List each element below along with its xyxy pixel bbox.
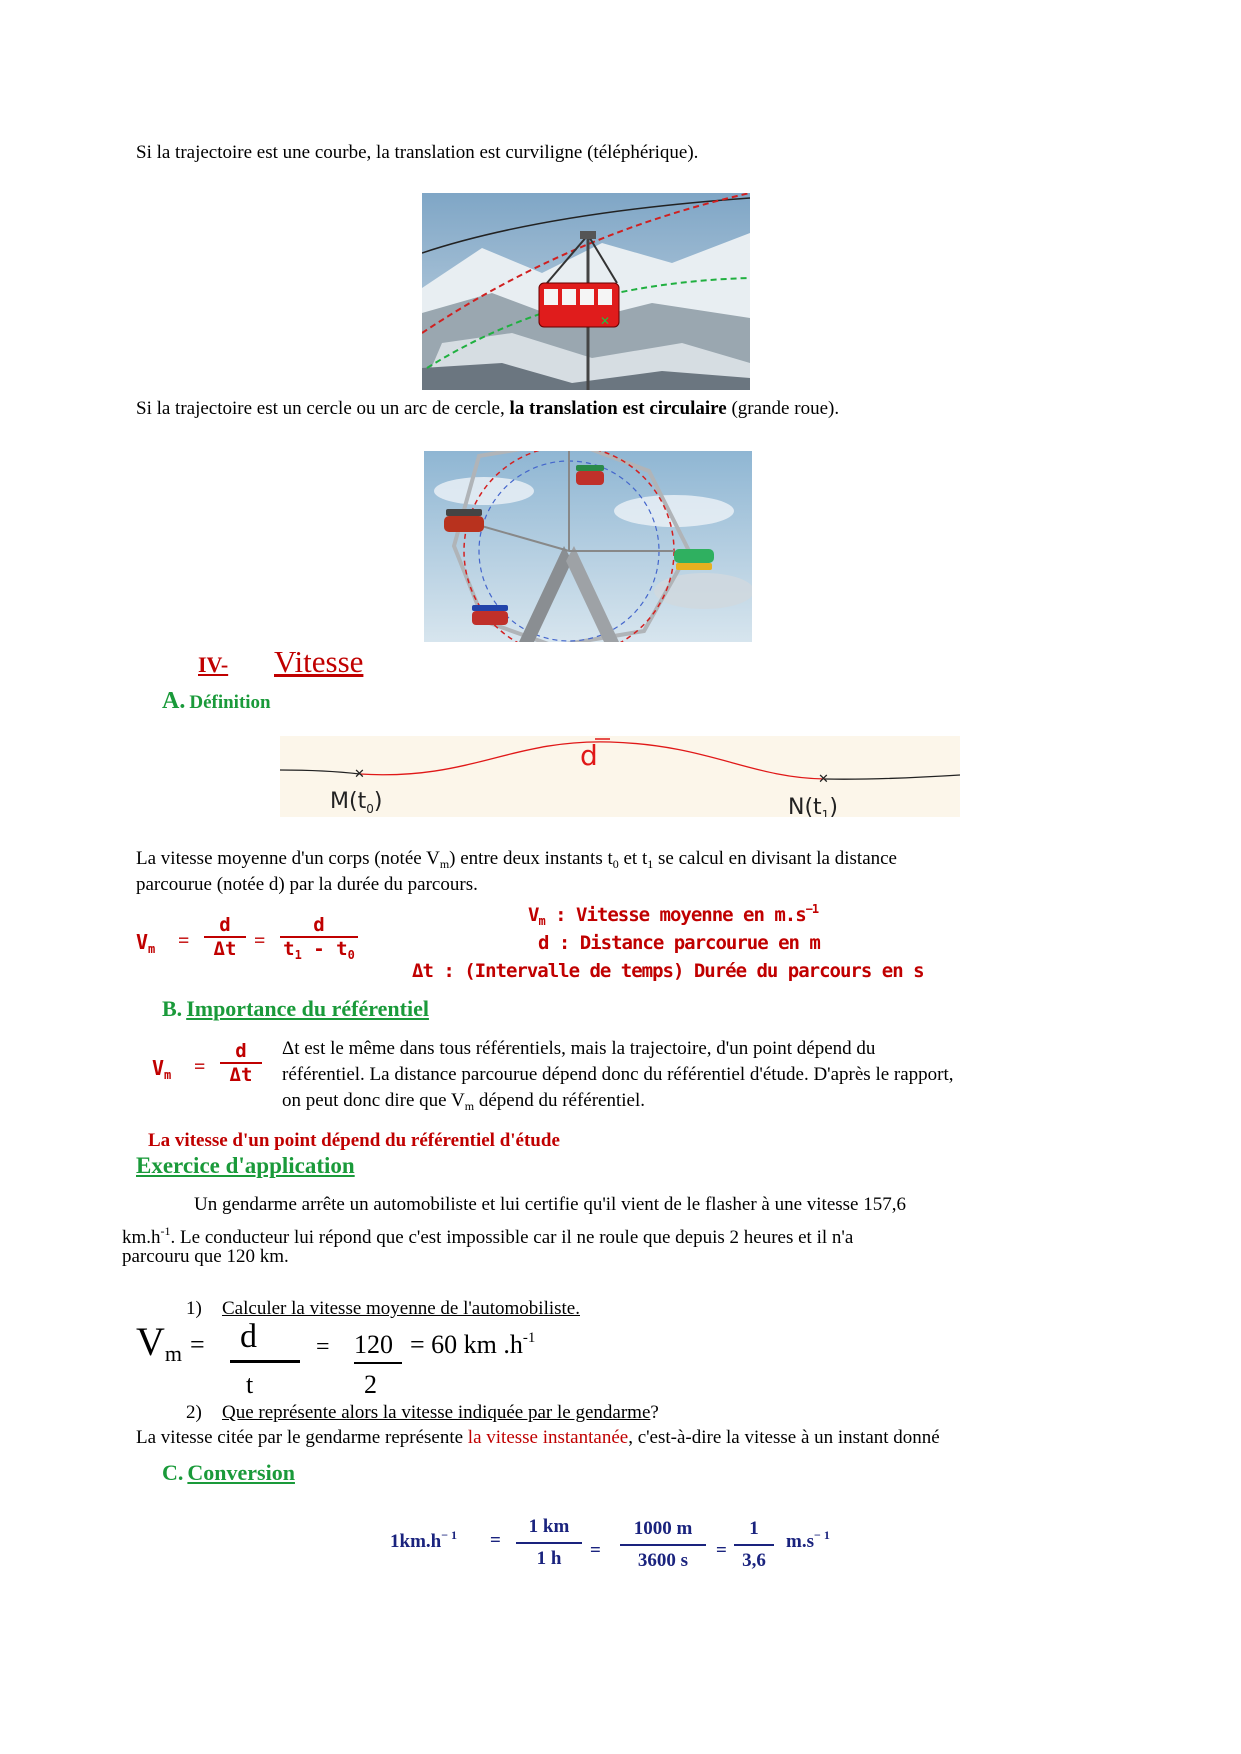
answer2-c: , c'est-à-dire la vitesse à un instant donné (628, 1427, 940, 1448)
f1-vm: V (136, 930, 149, 954)
answer1-120: 120 (354, 1330, 393, 1359)
ex-l2sup: -1 (160, 1224, 171, 1238)
paragraph-b-line3 (282, 1088, 645, 1119)
answer2-a: La vitesse citée par le gendarme représente (136, 1427, 468, 1448)
f1-t0: t (336, 938, 348, 960)
paragraph-b-line2: référentiel. La distance parcourue dépend donc du référentiel d'étude. D'après le rapport, (282, 1064, 954, 1085)
section-c-title: Conversion (187, 1460, 295, 1485)
question-2-number: 2) (186, 1402, 202, 1423)
m-sub: 0 (366, 802, 374, 816)
point-m-marker: ✕ (354, 767, 365, 782)
conv-lhs: 1km.h (390, 1531, 442, 1552)
formula2-fraction (220, 1040, 262, 1086)
answer1-result (410, 1330, 535, 1360)
section-c-heading (162, 1460, 295, 1486)
cable-car-image (422, 193, 750, 390)
question-2-mark: ? (650, 1402, 659, 1423)
section-b-heading (162, 996, 429, 1022)
section-number: IV- (198, 652, 229, 677)
answer1-bar2 (354, 1362, 402, 1364)
conv-f1-num: 1 km (528, 1516, 570, 1537)
answer1-eq1: = (190, 1330, 205, 1359)
conv-f3-num: 1 (749, 1518, 759, 1539)
legend-l1-sup: −1 (805, 902, 819, 916)
ferris-wheel-illustration (424, 451, 752, 642)
exercise-line1: Un gendarme arrête un automobiliste et lui certifie qu'il vient de le flasher à une vitesse 157,6 (194, 1194, 906, 1215)
def-s2: 0 (612, 857, 619, 871)
answer1-d: d (240, 1318, 257, 1355)
p2-after: (grande roue). (726, 398, 840, 419)
conversion-fraction3 (734, 1514, 774, 1576)
conversion-fraction1 (516, 1512, 582, 1574)
conversion-eq2: = (590, 1540, 601, 1561)
f1-num: d (219, 914, 231, 936)
pb-l3a: on peut donc dire que V (282, 1090, 465, 1111)
conversion-eq3: = (716, 1540, 727, 1561)
f1-num2: d (313, 914, 325, 936)
conv-f1-den: 1 h (516, 1542, 582, 1574)
p2-bold: la translation est circulaire (509, 398, 727, 419)
f1-vm-sub: m (148, 942, 156, 956)
m-close: ) (373, 789, 383, 814)
def-t2: ) entre deux instants t (449, 848, 613, 869)
a1-vm-sub: m (164, 1341, 183, 1366)
distance-label: d (580, 739, 598, 772)
question-1-number: 1) (186, 1298, 202, 1319)
paragraph-b-line1: Δt est le même dans tous référentiels, mais la trajectoire, d'un point dépend du (282, 1038, 876, 1059)
def-s3: 1 (647, 857, 654, 871)
answer1-2: 2 (364, 1370, 377, 1399)
question-2 (222, 1400, 659, 1426)
f1-t0-sub: 0 (347, 948, 355, 962)
legend-l1-text: : Vitesse moyenne en m.s (544, 904, 806, 926)
formula1-eq2: = (254, 930, 266, 952)
answer1-bar1 (230, 1360, 300, 1363)
ferris-wheel-image (424, 451, 752, 642)
point-n-marker: ✕ (818, 772, 829, 787)
f1-den2 (280, 936, 358, 962)
pb-l3sub: m (464, 1099, 475, 1113)
formula1-fraction2 (280, 914, 358, 962)
a1-result: = 60 km .h (410, 1330, 523, 1359)
section-b-title: Importance du référentiel (186, 996, 429, 1021)
point-m-label (330, 789, 382, 816)
point-n-label (788, 795, 838, 817)
f2-vm: V (152, 1056, 165, 1080)
f2-num: d (235, 1040, 247, 1062)
legend-line2: d : Distance parcourue en m (538, 932, 820, 954)
n-text: N(t (788, 795, 822, 817)
section-c-letter: C. (162, 1460, 184, 1485)
conv-lhs-sup: − 1 (441, 1528, 458, 1542)
a1-result-sup: -1 (522, 1330, 536, 1346)
legend-line3: Δt : (Intervalle de temps) Durée du parcours en s (412, 960, 924, 982)
paragraph-curviligne: Si la trajectoire est une courbe, la translation est curviligne (téléphérique). (136, 142, 699, 163)
formula1-eq1: = (178, 930, 190, 952)
svg-text:✕: ✕ (600, 314, 611, 328)
section-a-heading (162, 688, 271, 715)
section-a-letter: A. (162, 688, 186, 714)
cable-car-illustration (422, 193, 750, 390)
section-a-title: Définition (189, 692, 271, 713)
legend-vm-sub: m (538, 914, 545, 928)
f1-minus: - (313, 938, 325, 960)
def-t3: et t (618, 848, 648, 869)
answer1-eq2: = (316, 1334, 330, 1360)
conclusion-text: La vitesse d'un point dépend du référentiel d'étude (148, 1130, 560, 1151)
formula1-fraction1 (204, 914, 246, 960)
section-b-letter: B. (162, 996, 183, 1021)
paragraph-circulaire (136, 396, 839, 422)
p2-before: Si la trajectoire est un cercle ou un arc de cercle, (136, 398, 510, 419)
conv-unit-sup: − 1 (813, 1528, 830, 1542)
def-t1: La vitesse moyenne d'un corps (notée V (136, 848, 440, 869)
exercise-title: Exercice d'application (136, 1153, 355, 1178)
legend-vm: V (528, 904, 539, 926)
f2-vm-sub: m (164, 1068, 172, 1082)
def-s1: m (439, 857, 450, 871)
formula2-vm (152, 1056, 171, 1082)
answer1-vm (136, 1318, 182, 1367)
formula2-eq: = (194, 1056, 206, 1078)
formula-vm-label (136, 930, 155, 956)
conversion-unit (786, 1528, 830, 1553)
f1-den: Δt (204, 936, 246, 960)
conv-f2-den: 3600 s (620, 1544, 706, 1576)
f1-t1-sub: 1 (294, 948, 302, 962)
conv-unit: m.s (786, 1531, 814, 1552)
section-title-vitesse: Vitesse (274, 644, 364, 679)
pb-l3b: dépend du référentiel. (474, 1090, 646, 1111)
conversion-fraction2 (620, 1514, 706, 1576)
question-1-text: Calculer la vitesse moyenne de l'automobiliste. (222, 1298, 580, 1319)
n-sub: 1 (821, 808, 830, 817)
f2-den: Δt (220, 1062, 262, 1086)
conv-f3-den: 3,6 (734, 1544, 774, 1576)
answer1-t: t (246, 1370, 254, 1399)
trajectory-diagram (280, 736, 960, 817)
conv-f2-num: 1000 m (633, 1518, 693, 1539)
n-close: ) (829, 795, 838, 817)
legend-line1 (528, 902, 818, 928)
conversion-lhs (390, 1528, 457, 1553)
question-2-text: Que représente alors la vitesse indiquée par le gendarme (222, 1402, 651, 1423)
conversion-eq1: = (490, 1530, 501, 1551)
m-text: M(t (330, 789, 367, 814)
answer2-highlight: la vitesse instantanée (467, 1427, 629, 1448)
exercise-line3: parcouru que 120 km. (122, 1246, 289, 1267)
ex-l2a: km.h (122, 1227, 161, 1248)
answer-2 (136, 1425, 940, 1451)
def-t4: se calcul en divisant la distance (653, 848, 897, 869)
definition-line2: parcourue (notée d) par la durée du parcours. (136, 874, 478, 895)
f1-t1: t (283, 938, 295, 960)
a1-vm: V (136, 1319, 165, 1364)
ex-l2b: . Le conducteur lui répond que c'est impossible car il ne roule que depuis 2 heures et il n'a (170, 1227, 854, 1248)
